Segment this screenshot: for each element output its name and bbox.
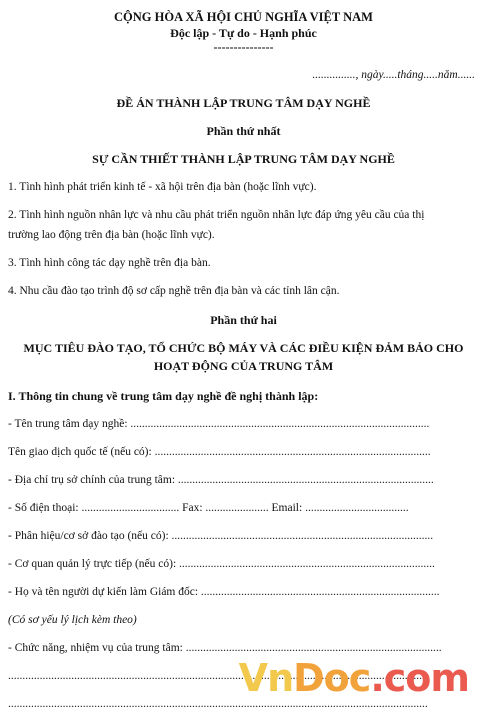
part1-item-4: 4. Nhu cầu đào tạo trình độ sơ cấp nghề trên địa bàn và các tỉnh lân cận. bbox=[8, 285, 340, 297]
part1-subheading: SỰ CẦN THIẾT THÀNH LẬP TRUNG TÂM DẠY NGHỀ bbox=[92, 152, 395, 166]
section-I-heading: I. Thông tin chung về trung tâm dạy nghề đề nghị thành lập: bbox=[8, 389, 319, 403]
republic-heading: CỘNG HÒA XÃ HỘI CHỦ NGHĨA VIỆT NAM bbox=[114, 10, 373, 24]
document-title: ĐỀ ÁN THÀNH LẬP TRUNG TÂM DẠY NGHỀ bbox=[116, 96, 371, 110]
part1-item-3: 3. Tình hình công tác dạy nghề trên địa bàn. bbox=[8, 257, 211, 269]
field-contact: - Số điện thoại: .................................. Fax: ...................... Email: .................................... bbox=[8, 502, 409, 514]
motto: Độc lập - Tự do - Hạnh phúc bbox=[170, 26, 317, 40]
field-functions-line-3: .................................................................................................................................................. bbox=[8, 698, 428, 710]
field-functions-line-2: .................................................................................................................................................. bbox=[8, 670, 428, 682]
cv-note: (Có sơ yếu lý lịch kèm theo) bbox=[8, 614, 137, 626]
field-director-name: - Họ và tên người dự kiến làm Giám đốc: ................................................................................... bbox=[8, 586, 440, 598]
part2-heading: Phần thứ hai bbox=[210, 313, 277, 327]
part2-subheading-1: MỤC TIÊU ĐÀO TẠO, TỔ CHỨC BỘ MÁY VÀ CÁC ĐIỀU KIỆN ĐẢM BẢO CHO bbox=[23, 341, 464, 355]
part1-item-2-cont: trường lao động trên địa bàn (hoặc lĩnh vực). bbox=[8, 229, 215, 241]
part1-item-1: 1. Tình hình phát triển kinh tế - xã hội trên địa bàn (hoặc lĩnh vực). bbox=[8, 181, 317, 193]
vndoc-watermark-logo: VnDoc.com bbox=[238, 656, 469, 700]
field-managing-agency: - Cơ quan quản lý trực tiếp (nếu có): ......................................................................................... bbox=[8, 558, 435, 570]
field-branch: - Phân hiệu/cơ sở đào tạo (nếu có): ........................................................................................... bbox=[8, 530, 434, 542]
part2-subheading-2: HOẠT ĐỘNG CỦA TRUNG TÂM bbox=[153, 359, 334, 373]
date-line: ..............., ngày.....tháng.....năm...... bbox=[312, 69, 475, 81]
part1-heading: Phần thứ nhất bbox=[206, 124, 281, 138]
field-center-name: - Tên trung tâm dạy nghề: ........................................................................................................ bbox=[8, 418, 430, 430]
motto-rule: --------------- bbox=[213, 40, 274, 54]
field-functions: - Chức năng, nhiệm vụ của trung tâm: ......................................................................................... bbox=[8, 642, 442, 654]
field-international-name: Tên giao dịch quốc tế (nếu có): ................................................................................................ bbox=[8, 446, 431, 458]
field-head-office-address: - Địa chỉ trụ sở chính của trung tâm: ......................................................................................... bbox=[8, 474, 434, 486]
part1-item-2: 2. Tình hình nguồn nhân lực và nhu cầu phát triển nguồn nhân lực đáp ứng yêu cầu của thị bbox=[8, 209, 425, 221]
